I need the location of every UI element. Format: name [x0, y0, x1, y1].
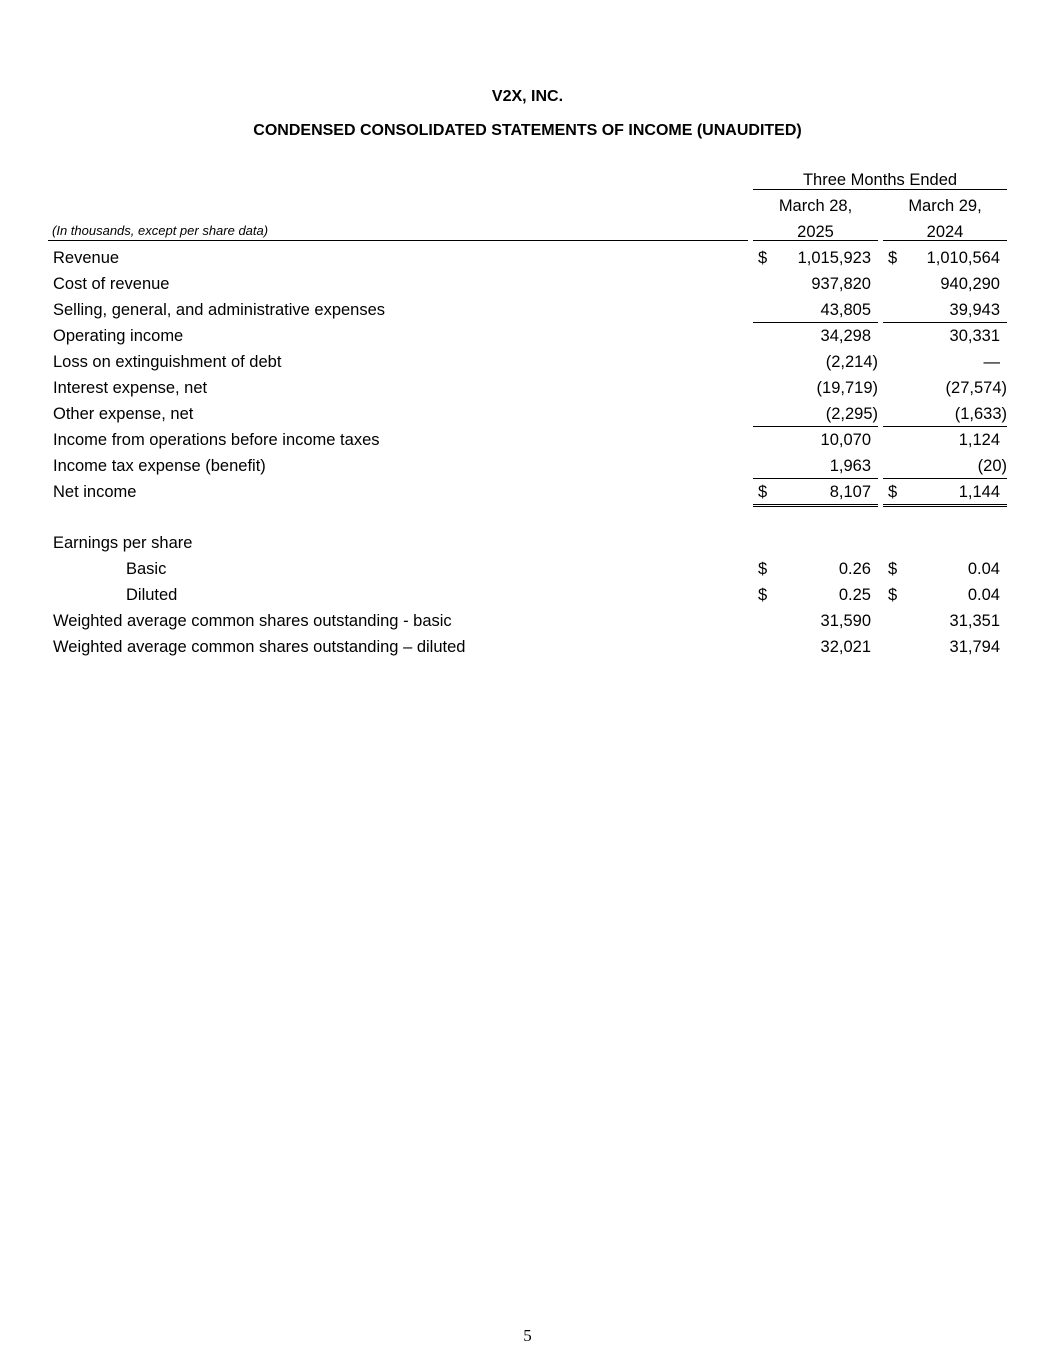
amount: 1,963 [829, 457, 871, 475]
table-row [0, 378, 1055, 404]
header-rule [48, 240, 1007, 241]
table-row [0, 300, 1055, 326]
value-2024 [883, 482, 1007, 507]
header-rule-gap [748, 239, 753, 243]
value-2024 [883, 274, 1007, 296]
amount: 10,070 [820, 431, 871, 449]
value-2024 [883, 352, 1007, 374]
value-2024 [883, 326, 1007, 348]
amount: 1,015,923 [797, 249, 871, 267]
value-2025 [753, 611, 878, 633]
value-2025 [753, 482, 878, 507]
value-2025 [753, 274, 878, 296]
row-label: Weighted average common shares outstanding - basic [53, 612, 452, 630]
value-2024 [883, 611, 1007, 633]
value-2024 [883, 430, 1007, 452]
value-2024 [883, 456, 1007, 479]
value-2025 [753, 456, 878, 479]
amount: 43,805 [820, 301, 871, 319]
value-2024 [883, 378, 1007, 400]
amount: 1,144 [958, 483, 1000, 501]
value-2024 [883, 248, 1007, 270]
amount: 1,124 [958, 431, 1000, 449]
value-2025 [753, 300, 878, 323]
currency-symbol: $ [758, 249, 768, 267]
column-1-year: 2025 [797, 223, 834, 241]
amount: 0.04 [967, 586, 1000, 604]
statement-title: CONDENSED CONSOLIDATED STATEMENTS OF INCOME (UNAUDITED) [253, 122, 802, 139]
value-2024 [883, 637, 1007, 659]
table-row [0, 533, 1055, 559]
table-row [0, 456, 1055, 482]
table-row [0, 352, 1055, 378]
amount: (20) [977, 457, 1007, 475]
amount: 0.26 [838, 560, 871, 578]
amount: 32,021 [820, 638, 871, 656]
amount: 31,794 [949, 638, 1000, 656]
table-row [0, 637, 1055, 663]
row-label: Selling, general, and administrative expenses [53, 301, 386, 319]
table-row [0, 404, 1055, 430]
amount: (1,633) [954, 405, 1007, 423]
row-label: Diluted [126, 586, 178, 604]
table-row [0, 559, 1055, 585]
row-label: Income tax expense (benefit) [53, 457, 266, 475]
units-note: (In thousands, except per share data) [52, 223, 269, 238]
amount: 0.25 [838, 586, 871, 604]
column-1-date: March 28, [778, 197, 853, 215]
row-label: Basic [126, 560, 167, 578]
value-2025 [753, 326, 878, 348]
amount: 1,010,564 [926, 249, 1000, 267]
value-2025 [753, 352, 878, 374]
column-2-date: March 29, [908, 197, 982, 215]
table-row [0, 585, 1055, 611]
amount: 8,107 [829, 483, 871, 501]
currency-symbol: $ [888, 483, 898, 501]
page-number: 5 [523, 1326, 532, 1345]
row-label: Cost of revenue [53, 275, 170, 293]
column-2-year: 2024 [926, 223, 964, 241]
row-label: Operating income [53, 327, 184, 345]
table-row [0, 430, 1055, 456]
row-label: Other expense, net [53, 405, 194, 423]
value-2025 [753, 378, 878, 400]
value-2025 [753, 585, 878, 607]
amount: 0.04 [967, 560, 1000, 578]
table-row [0, 248, 1055, 274]
value-2025 [753, 404, 878, 427]
amount: (27,574) [945, 379, 1007, 397]
period-header: Three Months Ended [753, 170, 1007, 190]
value-2024 [883, 559, 1007, 581]
currency-symbol: $ [888, 560, 898, 578]
currency-symbol: $ [758, 586, 768, 604]
table-row [0, 482, 1055, 508]
amount: — [983, 353, 1000, 371]
table-row [0, 611, 1055, 637]
table-row [0, 326, 1055, 352]
row-label: Net income [53, 483, 137, 501]
amount: 937,820 [811, 275, 871, 293]
currency-symbol: $ [888, 586, 898, 604]
amount: 31,590 [820, 612, 871, 630]
value-2025 [753, 430, 878, 452]
currency-symbol: $ [758, 483, 768, 501]
table-row [0, 274, 1055, 300]
amount: 31,351 [949, 612, 1000, 630]
row-label: Revenue [53, 249, 120, 267]
amount: 39,943 [949, 301, 1000, 319]
row-label: Earnings per share [53, 534, 193, 552]
row-label: Income from operations before income taxes [53, 431, 380, 449]
row-label: Weighted average common shares outstanding – diluted [53, 638, 466, 656]
amount: (2,295) [825, 405, 878, 423]
amount: 30,331 [949, 327, 1000, 345]
value-2024 [883, 404, 1007, 427]
value-2025 [753, 559, 878, 581]
row-label: Interest expense, net [53, 379, 208, 397]
value-2025 [753, 248, 878, 270]
value-2025 [753, 637, 878, 659]
currency-symbol: $ [888, 249, 898, 267]
row-label: Loss on extinguishment of debt [53, 353, 282, 371]
amount: 34,298 [820, 327, 871, 345]
amount: 940,290 [940, 275, 1000, 293]
amount: (2,214) [825, 353, 878, 371]
currency-symbol: $ [758, 560, 768, 578]
amount: (19,719) [816, 379, 878, 397]
value-2024 [883, 585, 1007, 607]
company-name: V2X, INC. [491, 88, 564, 105]
header-rule-gap [878, 239, 883, 243]
value-2024 [883, 300, 1007, 323]
